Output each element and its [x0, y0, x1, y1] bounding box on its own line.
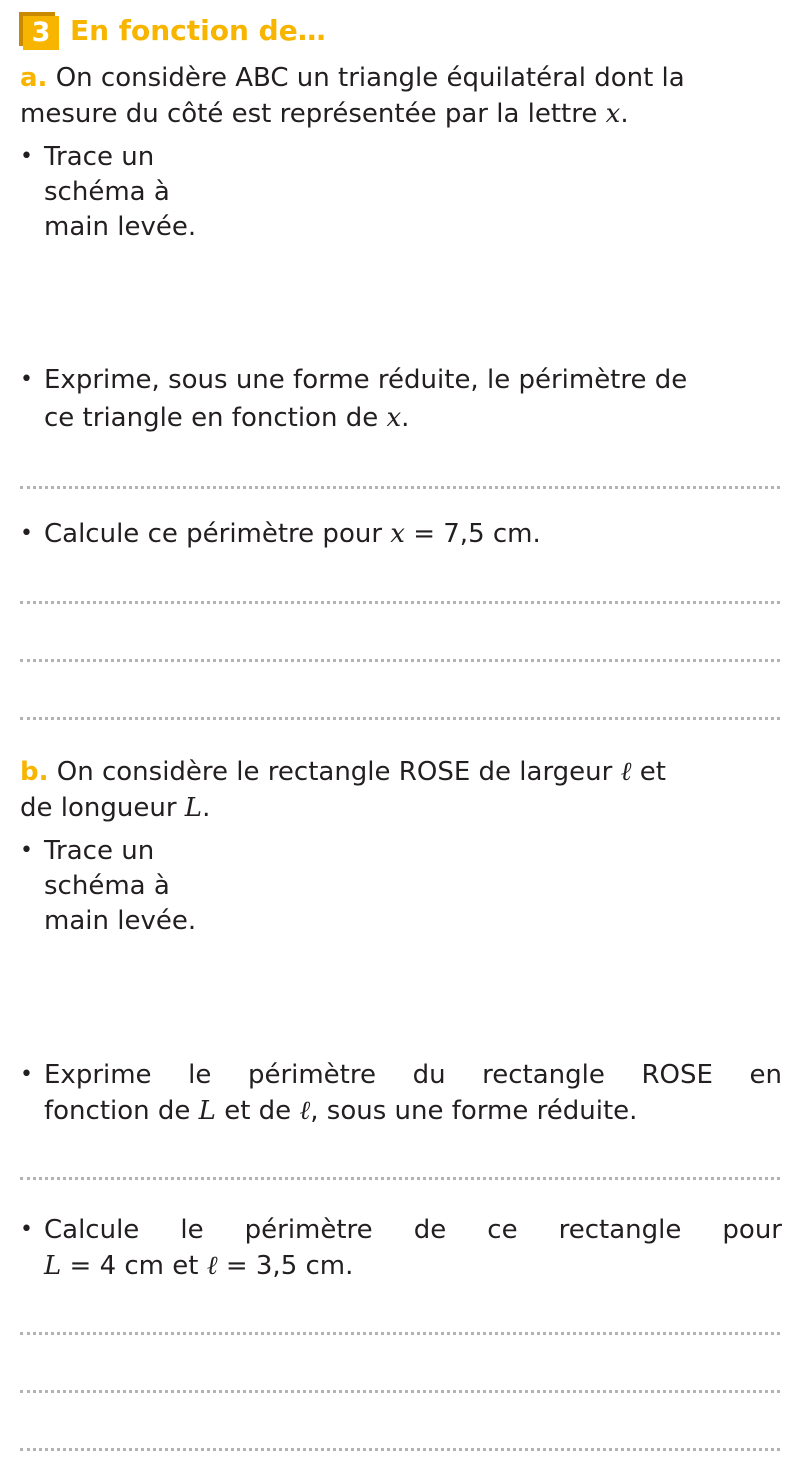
part-b-item2-line2 — [44, 1093, 637, 1129]
part-b-item3-end: = 3,5 cm. — [217, 1251, 354, 1281]
answer-line[interactable] — [20, 1332, 780, 1335]
part-b-item2-mid: et de — [215, 1096, 300, 1126]
part-a-item3-line — [44, 516, 541, 552]
part-a-item3-value: = 7,5 cm. — [404, 519, 541, 549]
var-L: L — [184, 793, 203, 823]
bullet: • — [20, 1217, 33, 1242]
answer-line[interactable] — [20, 486, 780, 489]
part-b-intro-text1-end: et — [631, 757, 666, 787]
part-b-item3-line1: Calcule le périmètre de ce rectangle pour — [44, 1215, 782, 1245]
part-b-intro-text2: de longueur — [20, 793, 185, 823]
part-b-intro-line1 — [20, 754, 666, 790]
answer-line[interactable] — [20, 659, 780, 662]
part-b-item3-mid: = 4 cm et — [61, 1251, 207, 1281]
part-a-intro-text2: mesure du côté est représentée par la lettre — [20, 99, 606, 129]
part-b-item2-end: , sous une forme réduite. — [310, 1096, 638, 1126]
period: . — [401, 403, 410, 433]
part-a-item2-line1: Exprime, sous une forme réduite, le périmètre de — [44, 365, 688, 395]
part-a-intro-line2 — [20, 96, 629, 132]
answer-line[interactable] — [20, 1448, 780, 1451]
var-l: ℓ — [620, 757, 632, 787]
answer-line[interactable] — [20, 601, 780, 604]
var-l: ℓ — [206, 1251, 218, 1281]
part-b-intro-line2 — [20, 790, 210, 826]
part-a-intro-text1: On considère ABC un triangle équilatéral dont la — [55, 63, 685, 93]
part-a-label: a. — [20, 63, 48, 93]
exercise-title: En fonction de… — [70, 14, 326, 47]
var-x: x — [390, 519, 405, 549]
bullet: • — [20, 367, 33, 392]
period: . — [620, 99, 629, 129]
bullet: • — [20, 521, 33, 546]
var-L: L — [198, 1096, 216, 1126]
part-b-item1-line1: Trace un — [44, 836, 155, 866]
part-b-intro-text1: On considère le rectangle ROSE de largeur — [56, 757, 621, 787]
part-a-item2-text: ce triangle en fonction de — [44, 403, 387, 433]
part-a-item1-line2: schéma à — [44, 177, 170, 207]
part-a-item2-line2 — [44, 400, 409, 436]
part-b-item2-line1: Exprime le périmètre du rectangle ROSE en — [44, 1060, 782, 1090]
answer-line[interactable] — [20, 1390, 780, 1393]
part-b-item1-line2: schéma à — [44, 871, 170, 901]
part-a-item1-line1: Trace un — [44, 142, 155, 172]
exercise-number-badge — [19, 12, 59, 50]
bullet: • — [20, 144, 33, 169]
answer-line[interactable] — [20, 1177, 780, 1180]
part-b-item2-text: fonction de — [44, 1096, 199, 1126]
part-a-intro-line1 — [20, 60, 685, 96]
var-x: x — [386, 403, 402, 433]
period: . — [202, 793, 211, 823]
part-b-label: b. — [20, 757, 49, 787]
part-a-item3-text: Calcule ce périmètre pour — [44, 519, 391, 549]
var-l: ℓ — [299, 1096, 311, 1126]
bullet: • — [20, 838, 33, 863]
part-b-item3-line2 — [44, 1248, 353, 1284]
exercise-number: 3 — [23, 16, 59, 50]
var-x: x — [605, 99, 621, 129]
part-a-item1-line3: main levée. — [44, 212, 197, 242]
answer-line[interactable] — [20, 717, 780, 720]
bullet: • — [20, 1062, 33, 1087]
part-b-item1-line3: main levée. — [44, 906, 197, 936]
var-L: L — [44, 1251, 62, 1281]
